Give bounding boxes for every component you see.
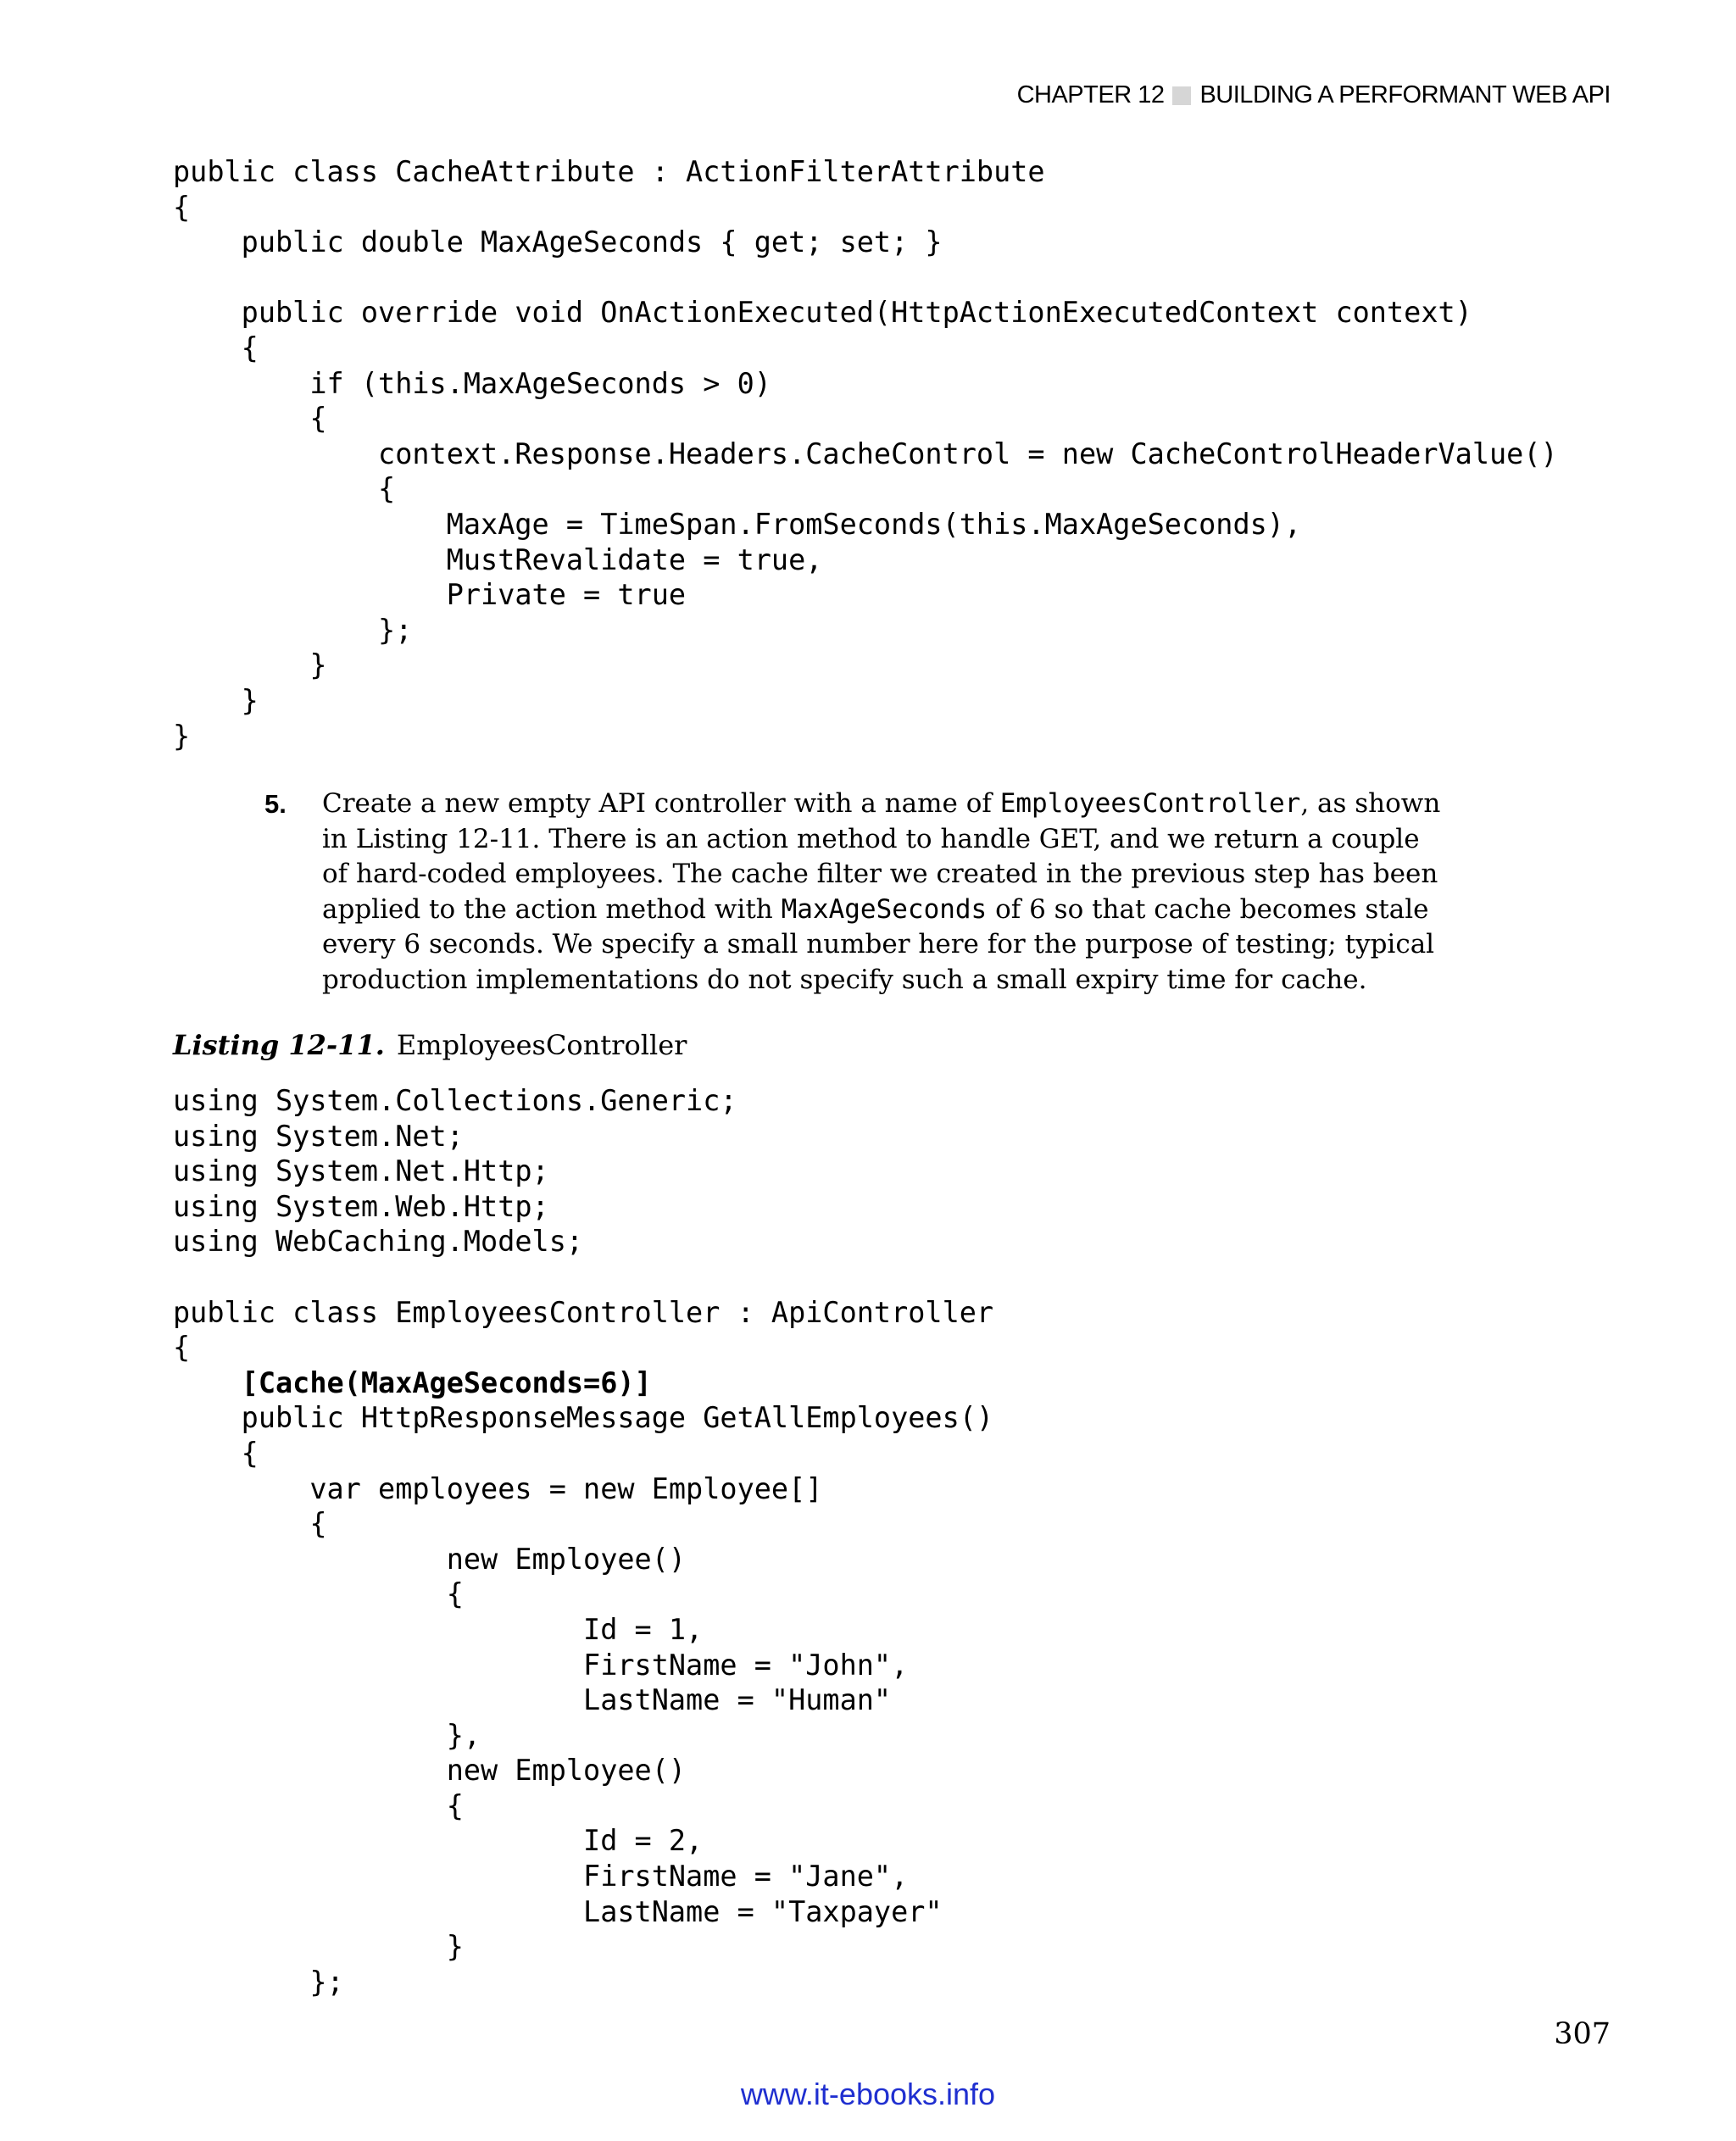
code-line: Id = 1,: [173, 1612, 704, 1646]
code-line: {: [173, 472, 396, 506]
code-line: using System.Net.Http;: [173, 1154, 549, 1188]
code-line: using System.Web.Http;: [173, 1189, 549, 1223]
code-line: using System.Collections.Generic;: [173, 1084, 737, 1117]
code-line: }: [173, 683, 259, 717]
code-line: MaxAge = TimeSpan.FromSeconds(this.MaxAgeSeconds),: [173, 507, 1302, 541]
code-line: };: [173, 613, 413, 647]
code-line: public override void OnActionExecuted(HttpActionExecutedContext context): [173, 296, 1472, 330]
code-line: [Cache(MaxAgeSeconds=6)]: [173, 1365, 652, 1399]
page-number: 307: [1554, 2017, 1611, 2051]
code-line: using WebCaching.Models;: [173, 1225, 584, 1259]
code-line: {: [173, 402, 327, 436]
code-line: {: [173, 1436, 259, 1470]
inline-code: EmployeesController: [999, 788, 1301, 819]
code-line: new Employee(): [173, 1754, 687, 1788]
code-line: {: [173, 1507, 327, 1541]
code-line: {: [173, 190, 191, 224]
code-line: {: [173, 331, 259, 364]
step-text-part: Create a new empty API controller with a name of: [322, 788, 1000, 819]
code-line: public class EmployeesController : ApiController: [173, 1295, 994, 1329]
code-line: [173, 260, 1558, 296]
code-line: };: [173, 1965, 344, 1999]
code-line: {: [173, 1331, 191, 1365]
code-line: public HttpResponseMessage GetAllEmployees(): [173, 1401, 994, 1435]
step-number: 5.: [264, 789, 287, 819]
code-line: },: [173, 1718, 481, 1752]
code-line: var employees = new Employee[]: [173, 1471, 823, 1505]
square-separator-icon: [1172, 86, 1191, 105]
code-line: if (this.MaxAgeSeconds > 0): [173, 366, 771, 400]
code-line: MustRevalidate = true,: [173, 542, 823, 576]
code-line: new Employee(): [173, 1542, 687, 1576]
step-text-part: , as shown in Listing 12-11. There is an action method to handle GET, and we return a couple of hard-coded employees. The cache filter we created in the previous step has been applied to the action method with: [322, 788, 1441, 925]
footer-link[interactable]: www.it-ebooks.info: [740, 2077, 996, 2111]
code-line: [173, 1260, 993, 1295]
code-listing-employees-controller: [173, 1083, 993, 1999]
step-5: [264, 787, 1443, 998]
code-line: Private = true: [173, 578, 687, 612]
chapter-label: CHAPTER 12: [1016, 81, 1165, 108]
code-line: {: [173, 1577, 464, 1611]
code-line: public class CacheAttribute : ActionFilterAttribute: [173, 155, 1045, 188]
code-line: FirstName = "Jane",: [173, 1860, 909, 1894]
code-line: }: [173, 648, 327, 682]
listing-label: Listing 12-11.: [173, 1029, 385, 1061]
listing-caption: [173, 1029, 687, 1061]
listing-title: EmployeesController: [396, 1029, 687, 1061]
code-line: LastName = "Human": [173, 1683, 892, 1717]
code-line: using System.Net;: [173, 1119, 464, 1153]
code-line: {: [173, 1788, 464, 1822]
code-line: }: [173, 1930, 464, 1964]
step-text-part: of 6 so that cache becomes stale every 6 seconds. We specify a small number here for the purpose of testing; typical production implementations do not specify such a small expiry time for cache.: [322, 893, 1435, 995]
chapter-title: BUILDING A PERFORMANT WEB API: [1199, 81, 1611, 108]
step-text: [322, 787, 1443, 998]
code-listing-cache-attribute: [173, 154, 1558, 754]
inline-code: MaxAgeSeconds: [781, 893, 988, 925]
code-line: Id = 2,: [173, 1824, 704, 1858]
code-line: FirstName = "John",: [173, 1648, 909, 1682]
code-line: }: [173, 719, 191, 753]
running-head: [1017, 81, 1611, 109]
code-line: LastName = "Taxpayer": [173, 1894, 943, 1928]
code-line: context.Response.Headers.CacheControl = new CacheControlHeaderValue(): [173, 437, 1558, 470]
code-line: public double MaxAgeSeconds { get; set; }: [173, 225, 943, 259]
